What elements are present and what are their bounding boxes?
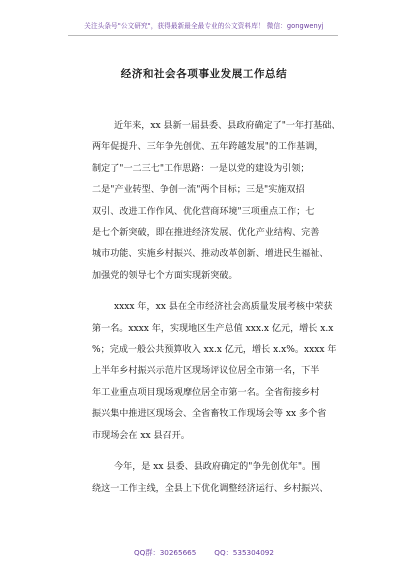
text-line: 加强党的领导七个方面实现新突破。 — [92, 270, 238, 281]
text-line: 绕这一工作主线，全县上下优化调整经济运行、乡村振兴、 — [92, 483, 329, 494]
text-line: xxxx 年，xx 县在全市经济社会高质量发展考核中荣获 — [114, 302, 333, 313]
paragraph-2 — [92, 297, 337, 447]
text-line: %；完成一般公共预算收入 xx.x 亿元，增长 x.x%。xxxx 年 — [92, 345, 337, 356]
text-line: 上半年乡村振兴示范片区现场评议位居全市第一名，下半 — [92, 366, 320, 377]
paragraph-1 — [92, 116, 341, 287]
qq-number: QQ：535304092 — [214, 548, 274, 557]
qq-group-number: QQ群：30265665 — [134, 548, 197, 557]
text-line: 制定了"一二三七"工作思路：一是以党的建设为引领； — [92, 163, 310, 174]
text-line: 今年，是 xx 县委、县政府确定的"争先创优年"。围 — [114, 462, 321, 473]
document-body — [92, 116, 341, 510]
text-line: 是七个新突破，即在推进经济发展、优化产业结构、完善 — [92, 228, 320, 239]
page-footer — [0, 548, 408, 558]
paragraph-3 — [92, 457, 328, 500]
text-line: 近年来，xx 县新一届县委、县政府确定了"一年打基础、 — [114, 121, 341, 131]
text-line: 城市功能、实施乡村振兴、推动改革创新、增进民生福祉、 — [92, 249, 329, 260]
text-line: 双引、改进工作作风、优化营商环境"三项重点工作；七 — [92, 206, 315, 217]
document-title: 经济和社会各项事业发展工作总结 — [120, 68, 288, 80]
text-line: 振兴集中推进区现场会、全省畜牧工作现场会等 xx 多个省 — [92, 409, 327, 420]
text-line: 两年促提升、三年争先创优、五年跨越发展"的工作基调， — [92, 142, 324, 153]
header-divider — [68, 35, 338, 36]
text-line: 市现场会在 xx 县召开。 — [92, 430, 190, 441]
text-line: 二是"产业转型、争创一流"两个目标；三是"实施双招 — [92, 185, 305, 196]
text-line: 年工业重点项目现场观摩位居全市第一名。全省衔接乡村 — [92, 387, 320, 398]
text-line: 第一名。xxxx 年，实现地区生产总值 xxx.x 亿元，增长 x.x — [92, 323, 334, 334]
page-header: 关注头条号"公文研究"，获得最新最全最专业的公文资料库！ 微信：gongwenyj — [84, 22, 324, 30]
